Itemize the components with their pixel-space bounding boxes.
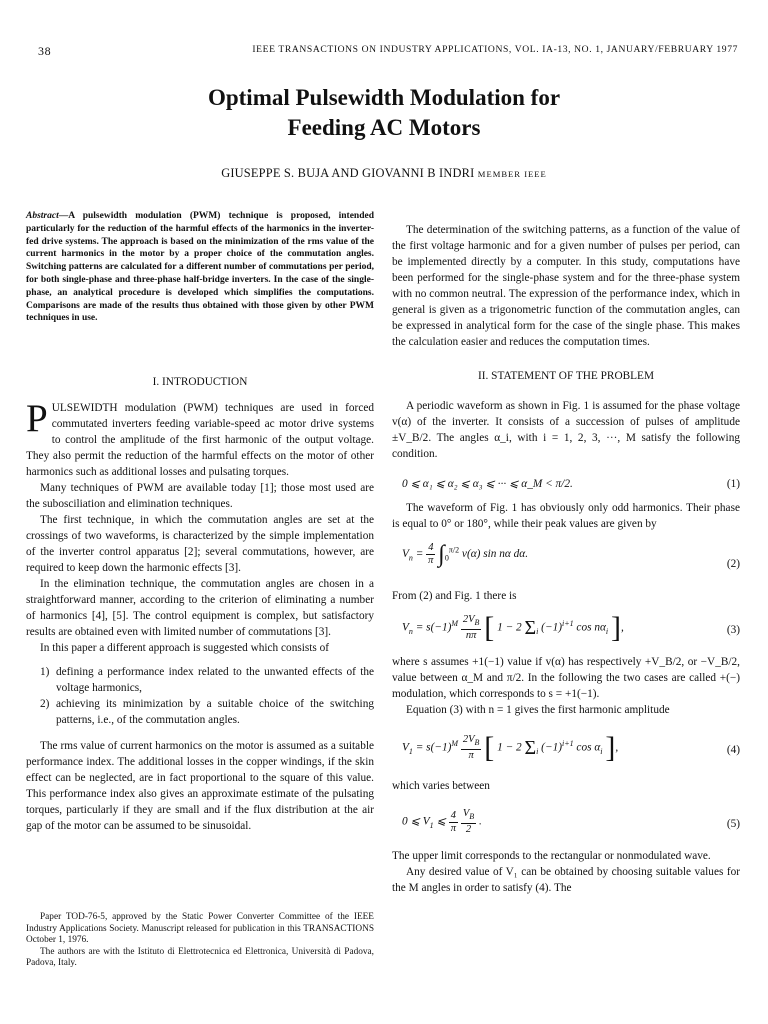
paragraph-varies: which varies between: [392, 780, 490, 792]
paragraph-switching-patterns: The determination of the switching patterns, as a function of the value of the first voltage harmonic and for a given number of pulses per period, can be implemented directly by a computer. In this study, computations have been performed for the single-phase system and for the three-phase system with no common neutral. The expression of the performance index, which in general is given as a trigonometric function of the commutation angles, can be expressed in analytical form for the case of the single phase. This makes the calculation easier and reduces the computation times.: [392, 224, 740, 348]
paragraph-odd-harmonics: The waveform of Fig. 1 has obviously only odd harmonics. Their phase is equal to 0° or 180°, while their peak values are given by: [392, 502, 740, 530]
equation-5: 0 ⩽ $V_1$ ⩽ $\frac{4}{\pi}$ $\frac{V_B}{2}$ . (5): [402, 808, 740, 836]
right-column: [392, 222, 740, 896]
list-item: 1) defining a performance index related to the unwanted effects of the voltage harmonics,: [40, 666, 374, 694]
paragraph-modulation: where s assumes +1(−1) value if v(α) has respectively +V_B/2, or −V_B/2, value between α_M and π/2. In the following the two cases are called +(−) modulation, which corresponds to s = +1(−1).: [392, 656, 740, 700]
title-line-2: Feeding AC Motors: [287, 115, 481, 140]
equation-4: $V_1 = s(-1)^M$ $\frac{2V_B}{\pi}$ [ 1 − 2 $\Sigma_i$ $(-1)^{i+1}$ $\cos \alpha_i$ ], (4): [402, 731, 740, 765]
left-column: [26, 374, 374, 834]
section-heading-problem: II. STATEMENT OF THE PROBLEM: [478, 370, 654, 382]
paragraph-first-harmonic: Equation (3) with n = 1 gives the first harmonic amplitude: [406, 704, 670, 716]
list-item: 2) achieving its minimization by a suitable choice of the switching patterns, i.e., of the commutation angles.: [40, 698, 374, 726]
intro-paragraph-4: In the elimination technique, the commutation angles are chosen in a straightforward manner, according to the criterion of eliminating a number of harmonics [4], [5]. The control equipment is complex, but satisfactory results are obtained even with limited number of commutations [3].: [26, 578, 374, 638]
intro-paragraph-6: The rms value of current harmonics on the motor is assumed as a suitable performance index. The additional losses in the copper windings, if the skin effect can be neglected, are in fact proportional to the square of this value. This performance index also gives an approximate estimate of the pulsating torques, particularly if they are small and if the flux distribution at the air gap of the motor can be assumed to be sinusoidal.: [26, 740, 374, 832]
title-line-1: Optimal Pulsewidth Modulation for: [207, 85, 561, 110]
intro-paragraph-3: The first technique, in which the commutation angles are set at the crossings of two waveforms, is characterized by the simple implementation of the inverter control apparatus [2]; several commutations, however, are required to keep down the harmonic effects [3].: [26, 514, 374, 574]
equation-2: $V_n$ = $\frac{4}{\pi}$ $\int_0^{\pi/2}$ v(α) sin nα dα. (2): [402, 541, 740, 570]
footnote: [26, 912, 374, 970]
paper-title: [0, 83, 768, 143]
paragraph-desired-value: Any desired value of V₁ can be obtained by choosing suitable values for the M angles in order to satisfy (4). The: [392, 866, 740, 894]
equation-1: 0 ⩽ α₁ ⩽ α₂ ⩽ α₃ ⩽ ··· ⩽ α_M < π/2. (1): [402, 478, 740, 490]
running-header: [38, 44, 738, 60]
abstract-text: A pulsewidth modulation (PWM) technique is proposed, intended particularly for the reduction of the harmful effects of the harmonics in the inverter-fed drive systems. The approach is based on the minimization of the rms value of the current harmonics in the motor by a proper choice of the commutation angles. Switching patterns are calculated for a different number of commutations per period, for both single-phase and three-phase half-bridge inverters. In the case of the single-phase, an analytical procedure is developed which simplifies the computations. Comparisons are made of the results thus obtained with those given by other PWM techniques in use.: [26, 211, 374, 324]
paragraph-from-eq2: From (2) and Fig. 1 there is: [392, 590, 517, 602]
intro-paragraph-2: Many techniques of PWM are available today [1]; those most used are the subosciliation and elimination techniques.: [26, 482, 374, 510]
approach-list: [26, 664, 374, 728]
page-number: 38: [38, 44, 52, 58]
paragraph-upper-limit: The upper limit corresponds to the rectangular or nonmodulated wave.: [392, 850, 711, 862]
intro-paragraph-5: In this paper a different approach is suggested which consists of: [40, 642, 330, 654]
author-line: [0, 166, 768, 181]
paragraph-waveform: A periodic waveform as shown in Fig. 1 is assumed for the phase voltage v(α) of the inverter. It consists of a succession of pulses of amplitude ±V_B/2. The angles α_i, with i = 1, 2, 3, ···, M satisfy the following condition.: [392, 400, 740, 460]
intro-paragraph-1: PULSEWIDTH modulation (PWM) techniques are used in forced commutated inverters feeding variable-speed ac motor drive systems to control the amplitude of the first harmonic of the output voltage. They also permit the reduction of the harmful effects on the motor of other harmonics such as additional losses and pulsating torques.: [26, 397, 374, 478]
drop-cap: P: [26, 397, 48, 440]
equation-3: $V_n = s(-1)^M$ $\frac{2V_B}{n\pi}$ [ 1 − 2 $\Sigma_i$ $(-1)^{i+1}$ $\cos n\alpha_i$ ], (3): [402, 611, 740, 645]
author-names: GIUSEPPE S. BUJA AND GIOVANNI B INDRI: [221, 166, 475, 180]
journal-line: IEEE TRANSACTIONS ON INDUSTRY APPLICATIONS, VOL. IA-13, NO. 1, JANUARY/FEBRUARY 1977: [252, 44, 738, 55]
footnote-paper-info: Paper TOD-76-5, approved by the Static Power Converter Committee of the IEEE Industry Applications Society. Manuscript released for publication in this TRANSACTIONS October 1, 1976.: [26, 912, 374, 946]
author-membership: MEMBER IEEE: [477, 169, 547, 179]
section-heading-intro: I. INTRODUCTION: [152, 376, 248, 388]
abstract: Abstract—A pulsewidth modulation (PWM) technique is proposed, intended particularly for the reduction of the harmful effects of the harmonics in the inverter-fed drive systems. The approach is based on the minimization of the rms value of the current harmonics in the motor by a proper choice of the commutation angles. Switching patterns are calculated for a different number of commutations per period, for both single-phase and three-phase half-bridge inverters. In the case of the single-phase, an analytical procedure is developed which simplifies the computations. Comparisons are made of the results thus obtained with those given by other PWM techniques in use.: [26, 211, 374, 324]
footnote-affiliation: The authors are with the Istituto di Elettrotecnica ed Elettronica, Università di Padova, Padova, Italy.: [26, 946, 374, 969]
abstract-label: Abstract: [26, 211, 59, 221]
